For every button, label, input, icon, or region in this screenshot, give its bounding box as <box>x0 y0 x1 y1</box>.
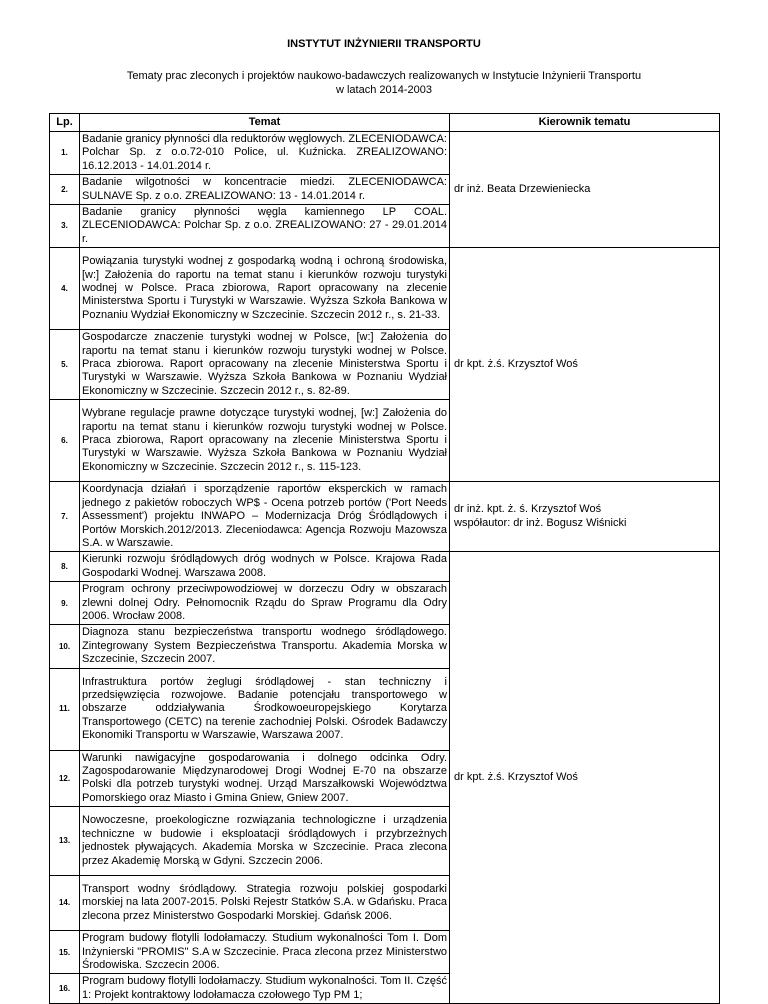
row-number: 12. <box>50 750 80 807</box>
supervisor-line: dr kpt. ż.ś. Krzysztof Woś <box>454 358 578 371</box>
institute-title: INSTYTUT INŻYNIERII TRANSPORTU <box>287 38 481 50</box>
row-supervisor <box>450 248 720 482</box>
column-header-lp: Lp. <box>50 114 80 132</box>
row-topic: Transport wodny śródlądowy. Strategia rozwoju polskiej gospodarki morskiej na lata 2007-2015. Polski Rejestr Statków S.A. w Gdańsku. Praca zlecona przez Ministerstwo Gospodarki Morskiej. Gdańsk 2006. <box>80 876 450 931</box>
supervisor-line: dr inż. Beata Drzewieniecka <box>454 182 591 195</box>
row-topic: Wybrane regulacje prawne dotyczące turystyki wodnej, [w:] Założenia do raportu na temat stanu i kierunków rozwoju turystyki wodnej w Polsce. Praca zbiorowa, Raport opracowany na zlecenie Ministerstwa Sportu i Turystyki w Warszawie. Wyższa Szkoła Bankowa w Poznaniu Wydział Ekonomiczny w Szczecinie. Szczecin 2012 r., s. 115-123. <box>80 400 450 482</box>
supervisor-line: dr inż. kpt. ż. ś. Krzysztof Woś <box>454 503 602 516</box>
supervisor-line: dr kpt. ż.ś. Krzysztof Woś <box>454 771 578 784</box>
row-topic: Badanie granicy płynności dla reduktorów węglowych. ZLECENIODAWCA: Polchar Sp. z o.o.72-010 Police, ul. Kuźnicka. ZREALIZOWANO: 16.12.2013 - 14.01.2014 r. <box>80 132 450 175</box>
subtitle-line-1: Tematy prac zleconych i projektów naukowo-badawczych realizowanych w Instytucie Inżynierii Transportu <box>126 70 642 82</box>
document-subtitle <box>60 69 708 97</box>
row-number: 14. <box>50 876 80 931</box>
row-number: 3. <box>50 205 80 248</box>
row-supervisor <box>450 132 720 248</box>
table-row <box>50 482 720 552</box>
row-topic: Infrastruktura portów żeglugi śródlądowej - stan techniczny i przedsięwzięcia rozwojowe. Badanie potencjału transportowego w obszarze oddziaływania Środkowoeuropejskiego Korytarza Transportowego (CETC) na terenie zachodniej Polski. Ośrodek Badawczy Ekonomiki Transportu w Warszawie, Warszawa 2007. <box>80 668 450 750</box>
row-number: 8. <box>50 552 80 582</box>
row-topic: Diagnoza stanu bezpieczeństwa transportu wodnego śródlądowego. Zintegrowany System Bezpieczeństwa Transportu. Akademia Morska w Szczecinie, Szczecin 2007. <box>80 625 450 668</box>
row-supervisor <box>450 552 720 1004</box>
table-row <box>50 132 720 175</box>
table-row <box>50 248 720 330</box>
row-topic: Gospodarcze znaczenie turystyki wodnej w Polsce, [w:] Założenia do raportu na temat stanu i kierunków rozwoju turystyki wodnej w Polsce. Praca zbiorowa. Raport opracowany na zlecenie Ministerstwa Sportu i Turystyki w Warszawie. Wyższa Szkoła Bankowa w Poznaniu Wydział Ekonomiczny w Szczecinie. Szczecin 2012 r., s. 82-89. <box>80 330 450 400</box>
row-number: 6. <box>50 400 80 482</box>
row-topic: Badanie granicy płynności węgla kamiennego LP COAL. ZLECENIODAWCA: Polchar Sp. z o.o. ZREALIZOWANO: 27 - 29.01.2014 r. <box>80 205 450 248</box>
row-number: 10. <box>50 625 80 668</box>
row-topic: Program ochrony przeciwpowodziowej w dorzeczu Odry w obszarach zlewni dolnej Odry. Pełnomocnik Rządu do Spraw Programu dla Odry 2006. Wrocław 2008. <box>80 582 450 625</box>
row-number: 7. <box>50 482 80 552</box>
row-topic: Nowoczesne, proekologiczne rozwiązania technologiczne i urządzenia techniczne w budowie i eksploatacji śródlądowych i przybrzeżnych jednostek pływających. Akademia Morska w Szczecinie. Praca zlecona przez Akademię Morską w Gdyni. Szczecin 2006. <box>80 807 450 876</box>
row-topic: Program budowy flotylli lodołamaczy. Studium wykonalności. Tom II. Część 1: Projekt kontraktowy lodołamacza czołowego Typ PM 1; <box>80 974 450 1004</box>
topics-table <box>49 113 720 1004</box>
row-number: 15. <box>50 931 80 974</box>
row-number: 16. <box>50 974 80 1004</box>
row-topic: Warunki nawigacyjne gospodarowania i dolnego odcinka Odry. Zagospodarowanie Międzynarodowej Drogi Wodnej E-70 na obszarze Polski dla potrzeb turystyki wodnej. Urząd Marszałkowski Województwa Pomorskiego oraz Miasto i Gmina Gniew, Gniew 2007. <box>80 750 450 807</box>
row-supervisor <box>450 482 720 552</box>
row-topic: Kierunki rozwoju śródlądowych dróg wodnych w Polsce. Krajowa Rada Gospodarki Wodnej. Warszawa 2008. <box>80 552 450 582</box>
row-number: 5. <box>50 330 80 400</box>
row-topic: Badanie wilgotności w koncentracie miedzi. ZLECENIODAWCA: SULNAVE Sp. z o.o. ZREALIZOWANO: 13 - 14.01.2014 r. <box>80 175 450 205</box>
row-number: 9. <box>50 582 80 625</box>
column-header-temat: Temat <box>80 114 450 132</box>
table-header-row <box>50 114 720 132</box>
row-topic: Program budowy flotylli lodołamaczy. Studium wykonalności Tom I. Dom Inżynierski "PROMIS" S.A w Szczecinie. Praca zlecona przez Ministerstwo Środowiska. Szczecin 2006. <box>80 931 450 974</box>
row-number: 11. <box>50 668 80 750</box>
subtitle-line-2: w latach 2014-2003 <box>335 84 432 96</box>
row-number: 2. <box>50 175 80 205</box>
column-header-kierownik: Kierownik tematu <box>450 114 720 132</box>
row-number: 4. <box>50 248 80 330</box>
table-row <box>50 552 720 582</box>
row-number: 13. <box>50 807 80 876</box>
row-number: 1. <box>50 132 80 175</box>
row-topic: Powiązania turystyki wodnej z gospodarką wodną i ochroną środowiska, [w:] Założenia do raportu na temat stanu i kierunków rozwoju turystyki wodnej w Polsce. Praca zbiorowa, Raport opracowany na zlecenie Ministerstwa Sportu i Turystyki w Warszawie. Wyższa Szkoła Bankowa w Poznaniu Wydział Ekonomiczny w Szczecinie. Szczecin 2012 r., s. 21-33. <box>80 248 450 330</box>
row-topic: Koordynacja działań i sporządzenie raportów eksperckich w ramach jednego z pakietów roboczych WP$ - Ocena potrzeb portów ('Port Needs Assessment') projektu INWAPO – Modernizacja Dróg Śródlądowych i Portów Morskich.2012/2013. Zleceniodawca: Agencja Rozwoju Mazowsza S.A. w Warszawie. <box>80 482 450 552</box>
coauthor-line: współautor: dr inż. Bogusz Wiśnicki <box>454 516 627 529</box>
